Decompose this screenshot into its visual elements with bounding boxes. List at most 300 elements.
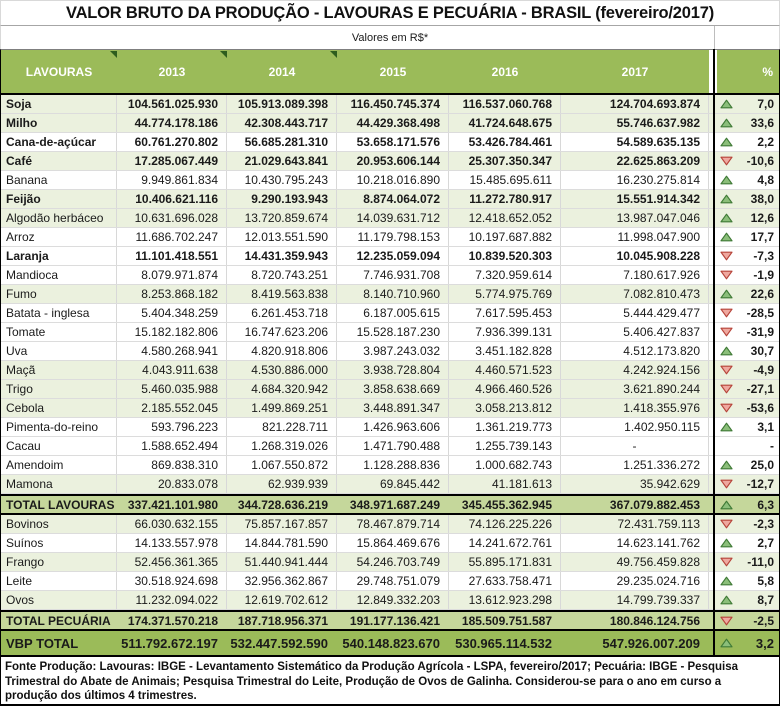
row-label: Mamona: [1, 475, 117, 493]
column-header-2013: 2013: [117, 50, 227, 93]
row-label: Suínos: [1, 534, 117, 552]
value-cell: 11.101.418.551: [117, 247, 227, 265]
value-cell: 3.621.890.244: [561, 380, 709, 398]
percent-value: -4,9: [753, 363, 774, 377]
subtitle: Valores em R$*: [0, 26, 780, 49]
table-row: [1, 475, 779, 494]
value-cell: 55.895.171.831: [449, 553, 561, 571]
value-cell: 3.858.638.669: [337, 380, 449, 398]
value-cell: 16.747.623.206: [227, 323, 337, 341]
value-cell: 1.067.550.872: [227, 456, 337, 474]
value-cell: 30.518.924.698: [117, 572, 227, 590]
value-cell: 44.429.368.498: [337, 114, 449, 132]
value-cell: 16.230.275.814: [561, 171, 709, 189]
table-row: [1, 171, 779, 190]
table-row: [1, 399, 779, 418]
row-label: Cacau: [1, 437, 117, 455]
trend-up-icon: [720, 232, 733, 242]
value-cell: 1.000.682.743: [449, 456, 561, 474]
percent-value: -10,6: [746, 154, 774, 168]
value-cell: 12.418.652.052: [449, 209, 561, 227]
percent-cell: [717, 534, 779, 552]
percent-value: 5,8: [757, 574, 774, 588]
value-cell: 13.987.047.046: [561, 209, 709, 227]
value-cell: 44.774.178.186: [117, 114, 227, 132]
trend-up-icon: [720, 118, 733, 128]
trend-down-icon: [720, 327, 733, 337]
value-cell: 530.965.114.532: [455, 635, 552, 651]
value-cell: 15.485.695.611: [449, 171, 561, 189]
value-cell: 4.043.911.638: [117, 361, 227, 379]
column-header-lavouras: LAVOURAS: [1, 50, 117, 93]
value-cell: 62.939.939: [227, 475, 337, 493]
value-cell: 3.938.728.804: [337, 361, 449, 379]
percent-value: 7,0: [757, 97, 774, 111]
row-label: Cana-de-açúcar: [1, 133, 117, 151]
value-cell: 10.430.795.243: [227, 171, 337, 189]
percent-value: -1,9: [753, 268, 774, 282]
table-row: [1, 114, 779, 133]
value-cell: 1.588.652.494: [117, 437, 227, 455]
value-cell: 345.455.362.945: [461, 497, 552, 512]
table-body: [0, 95, 780, 657]
value-cell: 54.589.635.135: [561, 133, 709, 151]
value-cell: 9.290.193.943: [227, 190, 337, 208]
value-cell: 104.561.025.930: [117, 95, 227, 113]
value-cell: 532.447.592.590: [230, 635, 328, 651]
row-label: Maçã: [1, 361, 117, 379]
value-cell: 15.864.469.676: [337, 534, 449, 552]
value-cell: 5.406.427.837: [561, 323, 709, 341]
row-label: Soja: [1, 95, 117, 113]
table-row: [1, 190, 779, 209]
comment-marker-icon: [330, 51, 337, 58]
trend-down-icon: [720, 270, 733, 280]
value-cell: 185.509.751.587: [461, 613, 552, 628]
table-row: [1, 247, 779, 266]
value-cell: 5.404.348.259: [117, 304, 227, 322]
comment-marker-icon: [110, 51, 117, 58]
row-label: Mandioca: [1, 266, 117, 284]
table-row: [1, 304, 779, 323]
value-cell: 1.361.219.773: [449, 418, 561, 436]
percent-value: 3,2: [755, 635, 774, 651]
value-cell: 180.846.124.756: [609, 613, 700, 628]
percent-cell: [717, 228, 779, 246]
table-row: [1, 437, 779, 456]
value-cell: 10.839.520.303: [449, 247, 561, 265]
value-cell: 6.187.005.615: [337, 304, 449, 322]
value-cell: 53.426.784.461: [449, 133, 561, 151]
value-cell: 54.246.703.749: [337, 553, 449, 571]
table-row: [1, 515, 779, 534]
trend-up-icon: [720, 422, 733, 432]
value-cell: 7.082.810.473: [561, 285, 709, 303]
percent-cell: [717, 572, 779, 590]
value-cell: 11.998.047.900: [561, 228, 709, 246]
value-cell: 869.838.310: [117, 456, 227, 474]
trend-up-icon: [720, 638, 733, 648]
value-cell: 1.128.288.836: [337, 456, 449, 474]
percent-cell: [717, 323, 779, 341]
table-row: [1, 494, 779, 515]
column-header-2016: 2016: [449, 50, 561, 93]
row-label: Pimenta-do-reino: [1, 418, 117, 436]
trend-up-icon: [720, 595, 733, 605]
percent-value: -2,5: [753, 613, 774, 628]
row-label: Leite: [1, 572, 117, 590]
table-row: [1, 553, 779, 572]
value-cell: 1.402.950.115: [561, 418, 709, 436]
value-cell: 344.728.636.219: [237, 497, 328, 512]
value-cell: 7.320.959.614: [449, 266, 561, 284]
percent-value: -: [770, 439, 774, 453]
value-cell: 187.718.956.371: [237, 613, 328, 628]
value-cell: 1.499.869.251: [227, 399, 337, 417]
trend-down-icon: [720, 557, 733, 567]
value-cell: 8.419.563.838: [227, 285, 337, 303]
percent-cell: [717, 418, 779, 436]
value-cell: 32.956.362.867: [227, 572, 337, 590]
value-cell: 3.448.891.347: [337, 399, 449, 417]
value-cell: 10.631.696.028: [117, 209, 227, 227]
percent-value: -7,3: [753, 249, 774, 263]
row-label: Cebola: [1, 399, 117, 417]
percent-value: 3,1: [757, 420, 774, 434]
table-row: [1, 342, 779, 361]
value-cell: 7.746.931.708: [337, 266, 449, 284]
table-header: [0, 49, 780, 95]
row-label: Frango: [1, 553, 117, 571]
column-header-2014: 2014: [227, 50, 337, 93]
value-cell: 20.833.078: [117, 475, 227, 493]
percent-value: 8,7: [757, 593, 774, 607]
trend-down-icon: [720, 308, 733, 318]
trend-up-icon: [720, 137, 733, 147]
row-label: VBP TOTAL: [6, 635, 79, 651]
trend-down-icon: [720, 156, 733, 166]
value-cell: 8.874.064.072: [337, 190, 449, 208]
value-cell: 1.251.336.272: [561, 456, 709, 474]
value-cell: 13.612.923.298: [449, 591, 561, 609]
value-cell: 116.450.745.374: [337, 95, 449, 113]
value-cell: 5.460.035.988: [117, 380, 227, 398]
value-cell: 14.133.557.978: [117, 534, 227, 552]
value-cell: 14.623.141.762: [561, 534, 709, 552]
value-cell: 10.045.908.228: [561, 247, 709, 265]
value-cell: 1.426.963.606: [337, 418, 449, 436]
percent-value: -12,7: [746, 477, 774, 491]
value-cell: 4.820.918.806: [227, 342, 337, 360]
table-row: [1, 95, 779, 114]
value-cell: 3.451.182.828: [449, 342, 561, 360]
value-cell: 3.987.243.032: [337, 342, 449, 360]
trend-down-icon: [720, 479, 733, 489]
percent-value: 12,6: [750, 211, 774, 225]
percent-value: -31,9: [746, 325, 774, 339]
value-cell: 12.235.059.094: [337, 247, 449, 265]
percent-cell: [717, 209, 779, 227]
percent-value: 2,7: [757, 536, 774, 550]
value-cell: 11.686.702.247: [117, 228, 227, 246]
trend-down-icon: [720, 616, 733, 626]
table-row: [1, 380, 779, 399]
row-label: Banana: [1, 171, 117, 189]
percent-value: 30,7: [750, 344, 774, 358]
value-cell: 11.179.798.153: [337, 228, 449, 246]
value-cell: 15.551.914.342: [561, 190, 709, 208]
percent-value: -53,6: [746, 401, 774, 415]
percent-value: 6,3: [757, 497, 774, 512]
trend-up-icon: [720, 538, 733, 548]
percent-cell: [717, 515, 779, 533]
trend-down-icon: [720, 403, 733, 413]
value-cell: 1.255.739.143: [449, 437, 561, 455]
value-cell: 41.181.613: [449, 475, 561, 493]
row-label: Tomate: [1, 323, 117, 341]
value-cell: 13.720.859.674: [227, 209, 337, 227]
trend-up-icon: [720, 213, 733, 223]
percent-value: -11,0: [747, 555, 774, 569]
value-cell: 55.746.637.982: [561, 114, 709, 132]
percent-value: -27,1: [746, 382, 774, 396]
trend-up-icon: [720, 194, 733, 204]
value-cell: 29.235.024.716: [561, 572, 709, 590]
value-cell: 41.724.648.675: [449, 114, 561, 132]
percent-cell: [717, 553, 779, 571]
value-cell: 7.617.595.453: [449, 304, 561, 322]
row-label: Café: [1, 152, 117, 170]
value-cell: 15.528.187.230: [337, 323, 449, 341]
value-cell: 337.421.101.980: [127, 497, 218, 512]
table-row: [1, 152, 779, 171]
value-cell: 593.796.223: [117, 418, 227, 436]
footnote: Fonte Produção: Lavouras: IBGE - Levantamento Sistemático da Produção Agrícola - LSPA, fevereiro/2017; Pecuária: IBGE - Pesquisa Trimestral do Abate de Animais; Pesquisa Trimestral do Leite, Produção de Ovos de Galinha. Considerou-se para o ano em curso a produção dos últimos 4 trimestres.: [0, 657, 780, 706]
trend-up-icon: [720, 175, 733, 185]
value-cell: 69.845.442: [337, 475, 449, 493]
value-cell: 8.079.971.874: [117, 266, 227, 284]
percent-value: 25,0: [750, 458, 774, 472]
percent-cell: [717, 631, 779, 655]
value-cell: 35.942.629: [561, 475, 709, 493]
value-cell: 4.530.886.000: [227, 361, 337, 379]
value-cell: 9.949.861.834: [117, 171, 227, 189]
table-row: [1, 610, 779, 631]
percent-cell: [717, 304, 779, 322]
value-cell: 14.039.631.712: [337, 209, 449, 227]
row-label: TOTAL PECUÁRIA: [6, 613, 111, 628]
percent-cell: [717, 342, 779, 360]
value-cell: 51.440.941.444: [227, 553, 337, 571]
table-row: [1, 534, 779, 553]
percent-value: -28,5: [746, 306, 774, 320]
value-cell: 5.444.429.477: [561, 304, 709, 322]
value-cell: 74.126.225.226: [449, 515, 561, 533]
percent-cell: [717, 456, 779, 474]
value-cell: 511.792.672.197: [121, 635, 218, 651]
table-row: [1, 572, 779, 591]
value-cell: 21.029.643.841: [227, 152, 337, 170]
value-cell: 1.418.355.976: [561, 399, 709, 417]
trend-down-icon: [720, 519, 733, 529]
row-label: Feijão: [1, 190, 117, 208]
value-cell: -: [561, 437, 709, 455]
row-label: Trigo: [1, 380, 117, 398]
value-cell: 547.926.007.209: [602, 635, 700, 651]
table-row: [1, 361, 779, 380]
column-header-2015: 2015: [337, 50, 449, 93]
percent-cell: [717, 95, 779, 113]
percent-cell: [717, 133, 779, 151]
value-cell: 12.849.332.203: [337, 591, 449, 609]
percent-cell: [717, 152, 779, 170]
percent-cell: [717, 437, 779, 455]
value-cell: 2.185.552.045: [117, 399, 227, 417]
table-row: [1, 456, 779, 475]
value-cell: 6.261.453.718: [227, 304, 337, 322]
value-cell: 4.242.924.156: [561, 361, 709, 379]
row-label: Fumo: [1, 285, 117, 303]
table-row: [1, 323, 779, 342]
value-cell: 11.272.780.917: [449, 190, 561, 208]
value-cell: 56.685.281.310: [227, 133, 337, 151]
value-cell: 116.537.060.768: [449, 95, 561, 113]
trend-down-icon: [720, 365, 733, 375]
value-cell: 14.799.739.337: [561, 591, 709, 609]
table-row: [1, 228, 779, 247]
row-label: Algodão herbáceo: [1, 209, 117, 227]
percent-cell: [717, 475, 779, 493]
value-cell: 1.471.790.488: [337, 437, 449, 455]
percent-cell: [717, 591, 779, 609]
percent-cell: [717, 190, 779, 208]
value-cell: 367.079.882.453: [609, 497, 700, 512]
value-cell: 72.431.759.113: [561, 515, 709, 533]
table-row: [1, 418, 779, 437]
value-cell: 17.285.067.449: [117, 152, 227, 170]
percent-value: 17,7: [750, 230, 774, 244]
percent-cell: [717, 285, 779, 303]
value-cell: 124.704.693.874: [561, 95, 709, 113]
value-cell: 12.013.551.590: [227, 228, 337, 246]
row-label: Ovos: [1, 591, 117, 609]
value-cell: 540.148.823.670: [342, 635, 440, 651]
page-title: VALOR BRUTO DA PRODUÇÃO - LAVOURAS E PECUÁRIA - BRASIL (fevereiro/2017): [0, 0, 780, 26]
value-cell: 14.431.359.943: [227, 247, 337, 265]
percent-cell: [717, 496, 779, 513]
row-label: Arroz: [1, 228, 117, 246]
table-row: [1, 209, 779, 228]
value-cell: 42.308.443.717: [227, 114, 337, 132]
percent-value: 38,0: [750, 192, 774, 206]
trend-up-icon: [720, 346, 733, 356]
percent-cell: [717, 361, 779, 379]
value-cell: 10.197.687.882: [449, 228, 561, 246]
percent-cell: [717, 247, 779, 265]
row-label: TOTAL LAVOURAS: [6, 497, 115, 512]
value-cell: 15.182.182.806: [117, 323, 227, 341]
percent-cell: [717, 380, 779, 398]
value-cell: 60.761.270.802: [117, 133, 227, 151]
column-header-2017: 2017: [561, 50, 709, 93]
value-cell: 29.748.751.079: [337, 572, 449, 590]
row-label: Batata - inglesa: [1, 304, 117, 322]
value-cell: 8.720.743.251: [227, 266, 337, 284]
value-cell: 4.966.460.526: [449, 380, 561, 398]
value-cell: 66.030.632.155: [117, 515, 227, 533]
trend-up-icon: [720, 576, 733, 586]
value-cell: 27.633.758.471: [449, 572, 561, 590]
value-cell: 5.774.975.769: [449, 285, 561, 303]
value-cell: 25.307.350.347: [449, 152, 561, 170]
value-cell: 3.058.213.812: [449, 399, 561, 417]
value-cell: 191.177.136.421: [349, 613, 440, 628]
value-cell: 49.756.459.828: [561, 553, 709, 571]
percent-value: 4,8: [757, 173, 774, 187]
value-cell: 4.580.268.941: [117, 342, 227, 360]
percent-divider-light: [714, 26, 715, 49]
table-row: [1, 591, 779, 610]
value-cell: 7.180.617.926: [561, 266, 709, 284]
value-cell: 11.232.094.022: [117, 591, 227, 609]
row-label: Amendoim: [1, 456, 117, 474]
trend-up-icon: [720, 99, 733, 109]
row-label: Uva: [1, 342, 117, 360]
trend-up-icon: [720, 500, 733, 510]
value-cell: 12.619.702.612: [227, 591, 337, 609]
value-cell: 4.460.571.523: [449, 361, 561, 379]
value-cell: 78.467.879.714: [337, 515, 449, 533]
value-cell: 20.953.606.144: [337, 152, 449, 170]
percent-divider: [713, 49, 715, 657]
trend-down-icon: [720, 251, 733, 261]
value-cell: 14.241.672.761: [449, 534, 561, 552]
value-cell: 4.512.173.820: [561, 342, 709, 360]
value-cell: 10.218.016.890: [337, 171, 449, 189]
value-cell: 8.253.868.182: [117, 285, 227, 303]
trend-down-icon: [720, 384, 733, 394]
percent-cell: [717, 171, 779, 189]
value-cell: 75.857.167.857: [227, 515, 337, 533]
value-cell: 7.936.399.131: [449, 323, 561, 341]
table-row: [1, 631, 779, 657]
percent-cell: [717, 266, 779, 284]
value-cell: 10.406.621.116: [117, 190, 227, 208]
table-row: [1, 266, 779, 285]
percent-value: 2,2: [757, 135, 774, 149]
value-cell: 4.684.320.942: [227, 380, 337, 398]
table-row: [1, 133, 779, 152]
percent-cell: [717, 114, 779, 132]
value-cell: 8.140.710.960: [337, 285, 449, 303]
value-cell: 1.268.319.026: [227, 437, 337, 455]
row-label: Laranja: [1, 247, 117, 265]
value-cell: 821.228.711: [227, 418, 337, 436]
value-cell: 53.658.171.576: [337, 133, 449, 151]
trend-up-icon: [720, 289, 733, 299]
value-cell: 348.971.687.249: [349, 497, 440, 512]
value-cell: 105.913.089.398: [227, 95, 337, 113]
value-cell: 52.456.361.365: [117, 553, 227, 571]
value-cell: 174.371.570.218: [127, 613, 218, 628]
row-label: Milho: [1, 114, 117, 132]
value-cell: 22.625.863.209: [561, 152, 709, 170]
percent-value: -2,3: [753, 517, 774, 531]
percent-value: 22,6: [750, 287, 774, 301]
percent-value: 33,6: [750, 116, 774, 130]
table-row: [1, 285, 779, 304]
value-cell: 14.844.781.590: [227, 534, 337, 552]
